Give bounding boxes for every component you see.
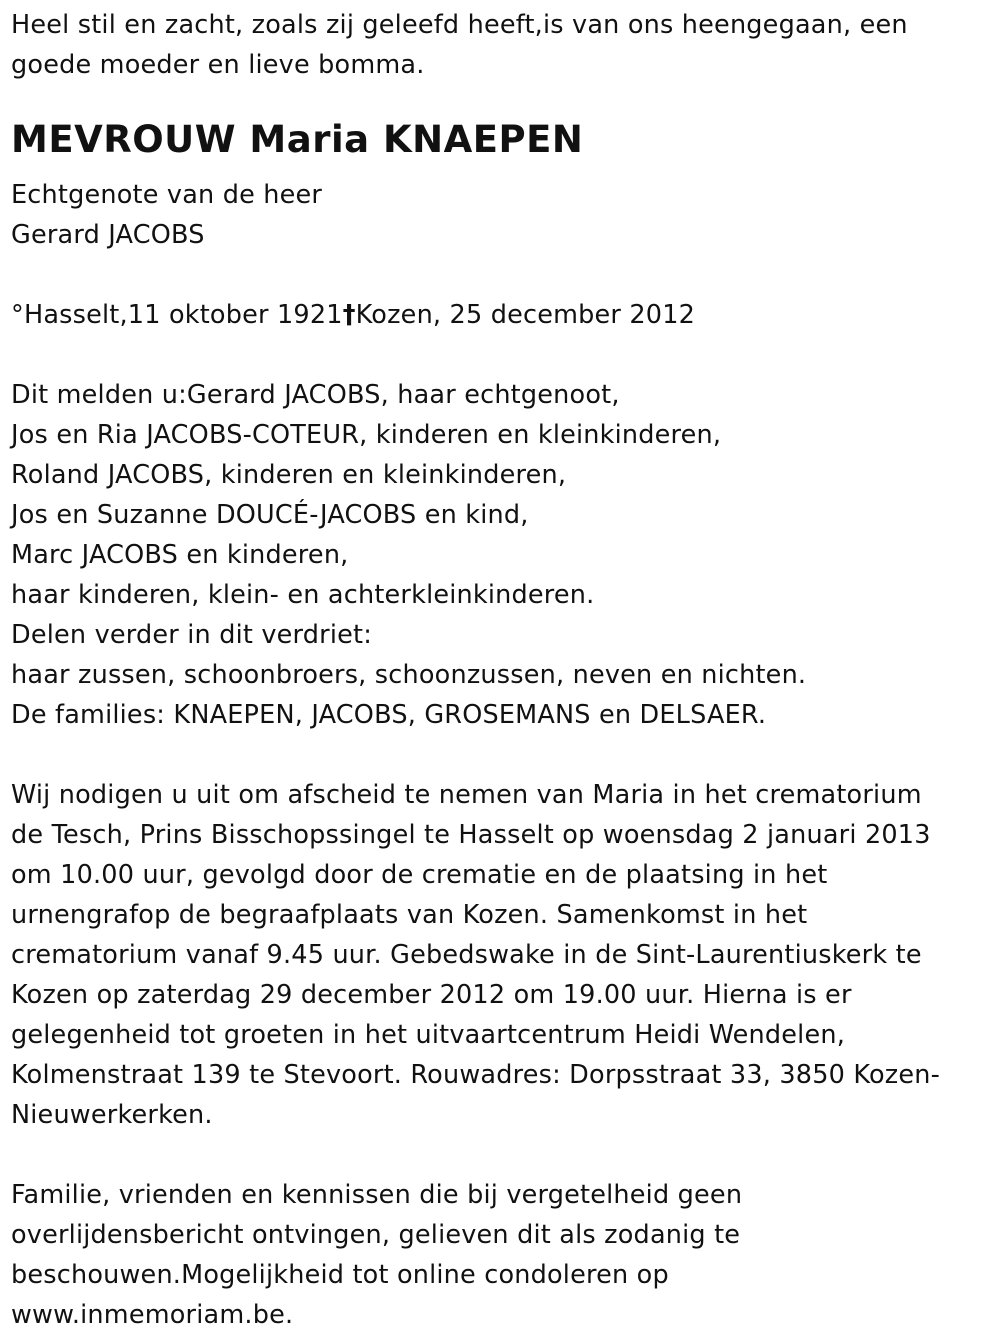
spouse-line: Echtgenote van de heer [11, 180, 323, 210]
spacer [11, 255, 991, 295]
announcer-line: Delen verder in dit verdriet: [11, 620, 373, 650]
ceremony-line: Nieuwerkerken. [11, 1100, 213, 1130]
ceremony-line: Kozen op zaterdag 29 december 2012 om 19.00 uur. Hierna is er [11, 980, 852, 1010]
intro-line: goede moeder en lieve bomma. [11, 50, 425, 80]
ceremony-line: Wij nodigen u uit om afscheid te nemen van Maria in het crematorium [11, 780, 922, 810]
ceremony-line: Kolmenstraat 139 te Stevoort. Rouwadres: Dorpsstraat 33, 3850 Kozen- [11, 1060, 941, 1090]
closing-paragraph [11, 1175, 991, 1335]
announcer-line: Jos en Ria JACOBS-COTEUR, kinderen en kleinkinderen, [11, 420, 722, 450]
death-date: Kozen, 25 december 2012 [355, 300, 696, 330]
obituary-notice [11, 0, 991, 1335]
closing-line: overlijdensbericht ontvingen, gelieven dit als zodanig te [11, 1220, 741, 1250]
intro-line: Heel stil en zacht, zoals zij geleefd heeft,is van ons heengegaan, een [11, 10, 908, 40]
spouse-name: Gerard JACOBS [11, 220, 205, 250]
ceremony-line: gelegenheid tot groeten in het uitvaartcentrum Heidi Wendelen, [11, 1020, 846, 1050]
closing-line: Familie, vrienden en kennissen die bij vergetelheid geen [11, 1180, 743, 1210]
announcer-line: Marc JACOBS en kinderen, [11, 540, 349, 570]
spacer [11, 1135, 991, 1175]
deceased-name: MEVROUW Maria KNAEPEN [11, 118, 584, 161]
spacer [11, 735, 991, 775]
announcer-line: haar kinderen, klein- en achterkleinkinderen. [11, 580, 595, 610]
ceremony-line: om 10.00 uur, gevolgd door de crematie en de plaatsing in het [11, 860, 828, 890]
announcer-line: Jos en Suzanne DOUCÉ-JACOBS en kind, [11, 500, 529, 530]
ceremony-paragraph [11, 775, 991, 1135]
spacer [11, 335, 991, 375]
announcer-line: De families: KNAEPEN, JACOBS, GROSEMANS en DELSAER. [11, 700, 767, 730]
announcer-line: Roland JACOBS, kinderen en kleinkinderen, [11, 460, 567, 490]
spouse-info [11, 175, 991, 255]
intro-paragraph [11, 5, 991, 85]
announcers-paragraph [11, 375, 991, 735]
announcer-line: haar zussen, schoonbroers, schoonzussen, neven en nichten. [11, 660, 807, 690]
birth-date: °Hasselt,11 oktober 1921 [11, 300, 343, 330]
ceremony-line: crematorium vanaf 9.45 uur. Gebedswake in de Sint-Laurentiuskerk te [11, 940, 922, 970]
announcer-line: Dit melden u:Gerard JACOBS, haar echtgenoot, [11, 380, 620, 410]
life-dates [11, 295, 991, 335]
cross-icon: † [342, 300, 356, 330]
closing-line: beschouwen.Mogelijkheid tot online condoleren op [11, 1260, 669, 1290]
ceremony-line: urnengrafop de begraafplaats van Kozen. Samenkomst in het [11, 900, 808, 930]
condolence-website: www.inmemoriam.be. [11, 1300, 294, 1330]
ceremony-line: de Tesch, Prins Bisschopssingel te Hasselt op woensdag 2 januari 2013 [11, 820, 931, 850]
